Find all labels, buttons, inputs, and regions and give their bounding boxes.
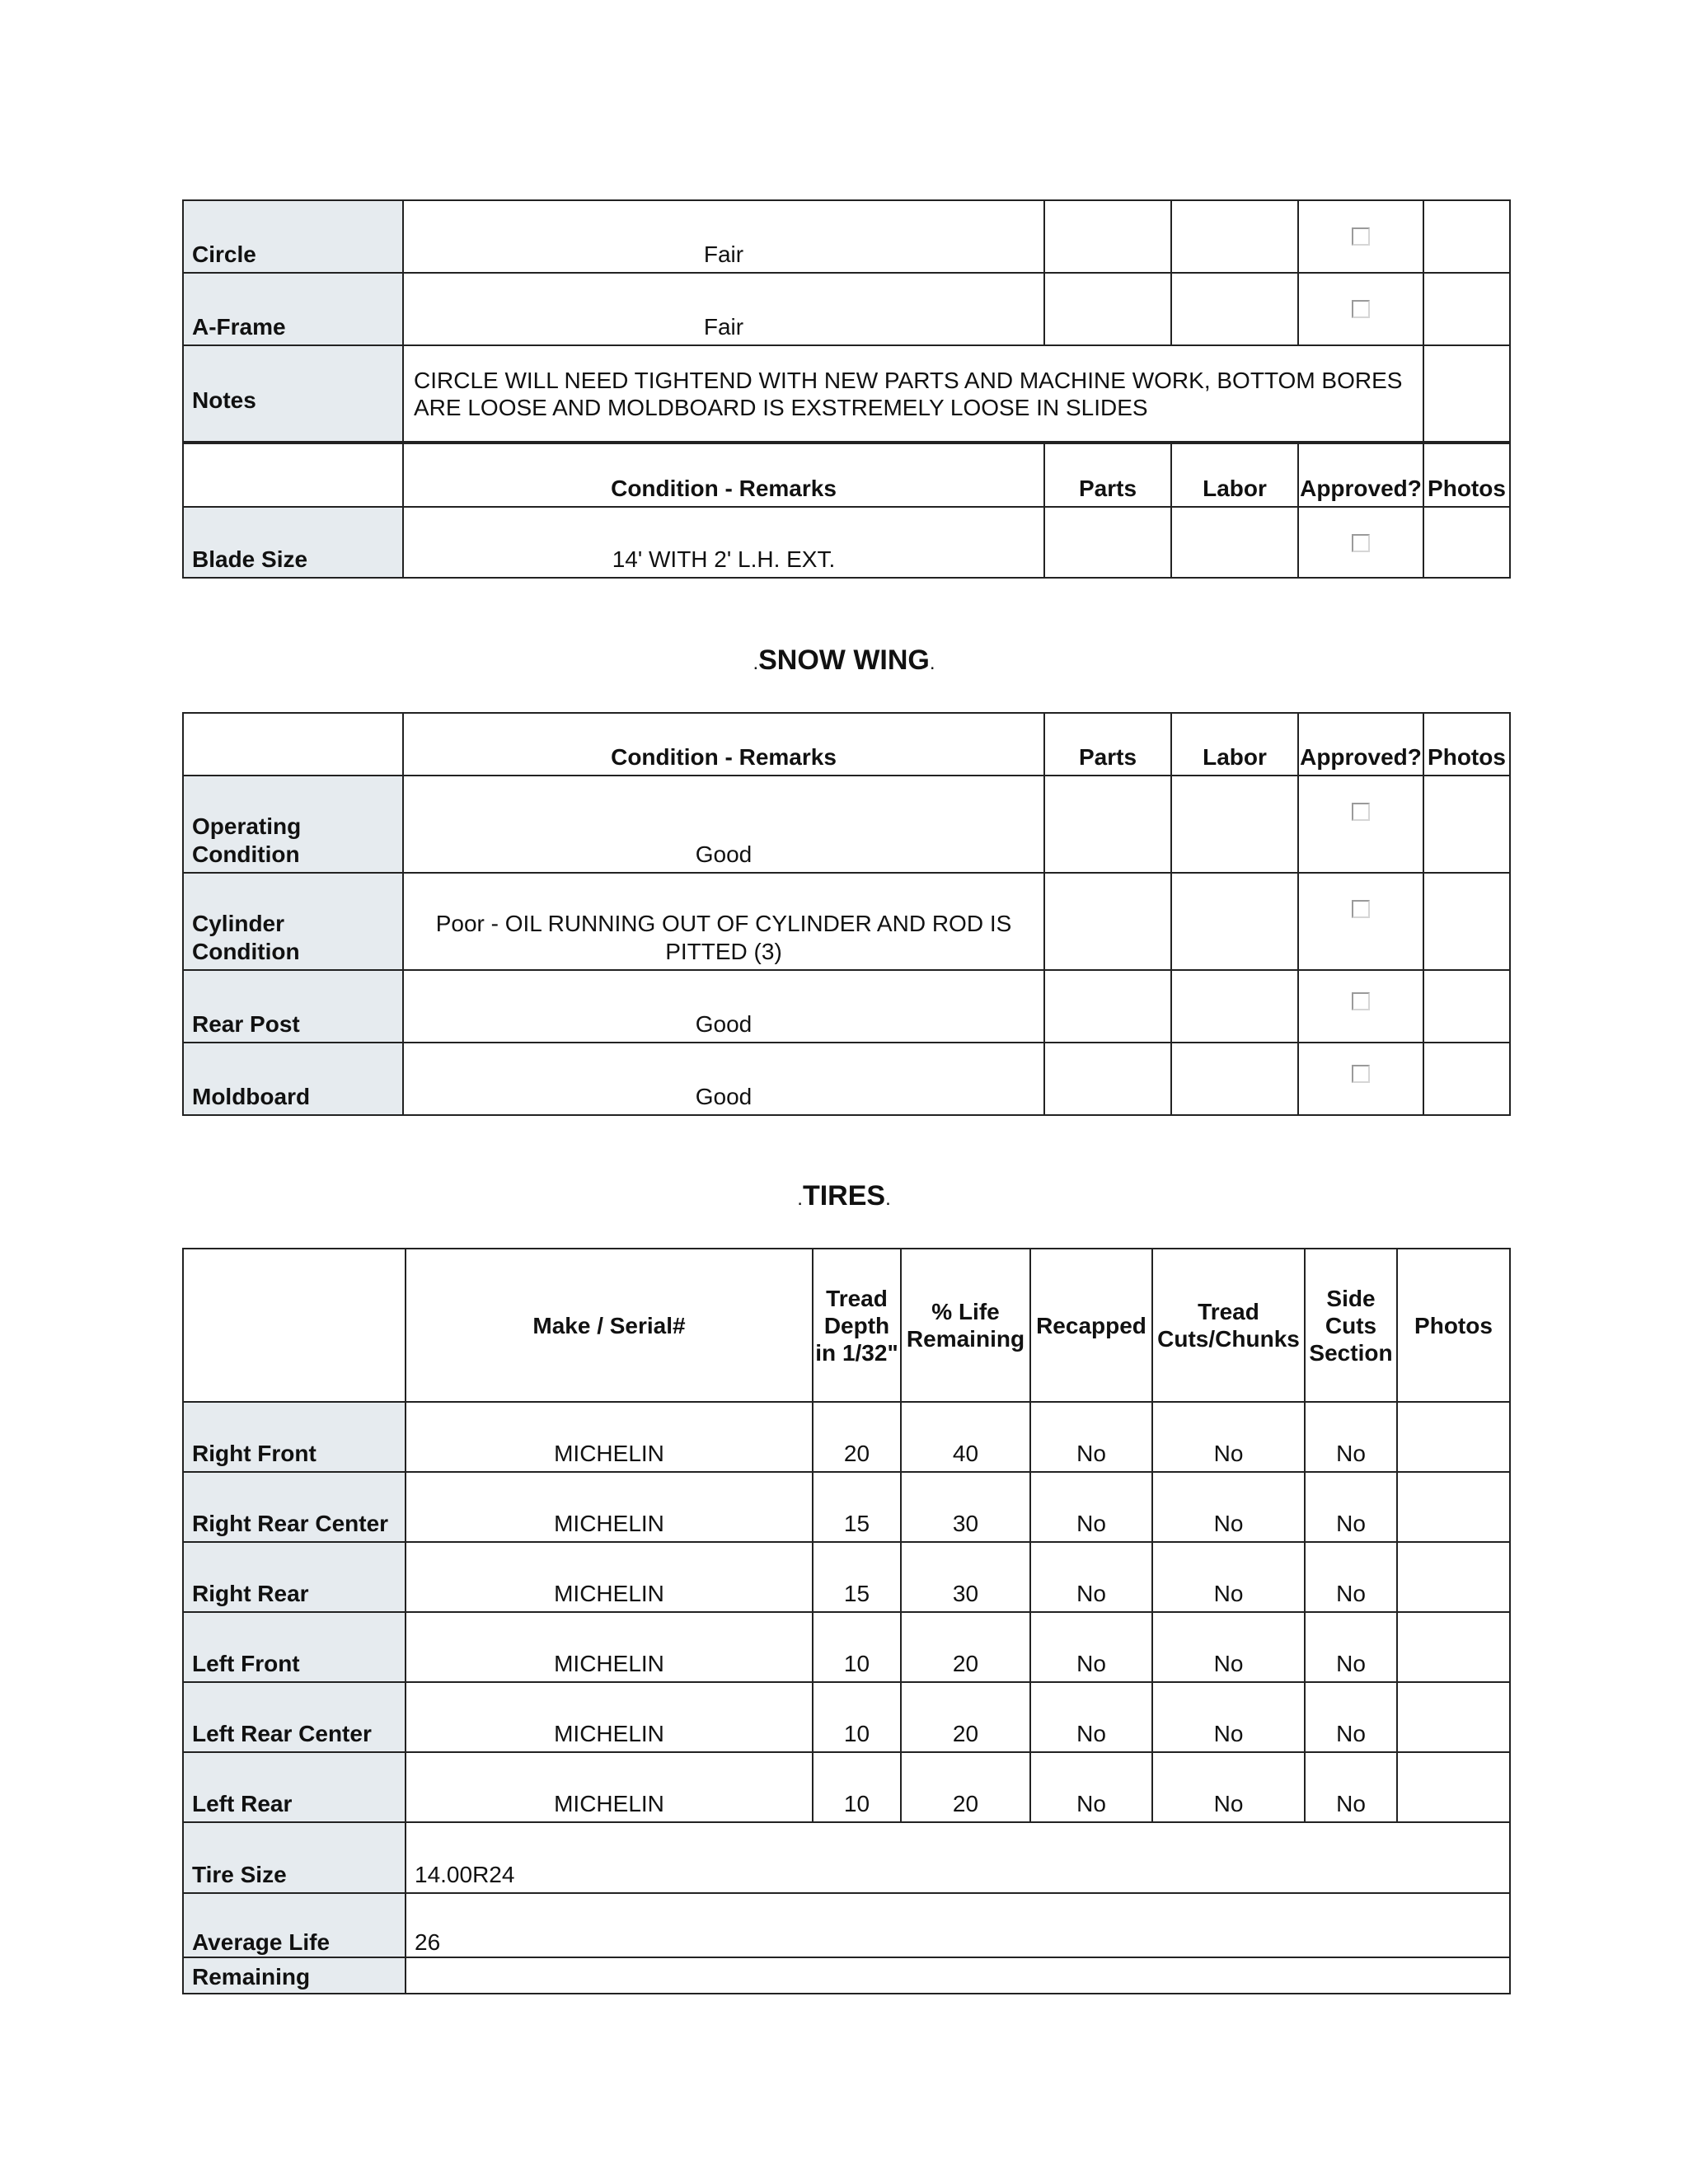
tire-tread-cuts: No [1152, 1472, 1305, 1542]
labor-cell [1171, 273, 1298, 345]
tire-recapped: No [1030, 1472, 1152, 1542]
tire-side-cuts: No [1305, 1612, 1397, 1682]
table-row [183, 200, 1510, 273]
approved-checkbox[interactable] [1352, 227, 1370, 246]
tire-tread-depth: 10 [813, 1752, 901, 1822]
condition-remarks: Fair [403, 200, 1044, 273]
average-life-label-2: Remaining [183, 1957, 406, 1994]
header-photos: Photos [1423, 443, 1510, 507]
approved-checkbox[interactable] [1352, 900, 1370, 918]
photos-cell [1423, 970, 1510, 1043]
tire-recapped: No [1030, 1752, 1152, 1822]
header-parts: Parts [1044, 713, 1171, 776]
header-row [183, 443, 1510, 507]
tire-tread-depth: 15 [813, 1542, 901, 1612]
parts-cell [1044, 200, 1171, 273]
tire-make-serial: MICHELIN [406, 1752, 813, 1822]
parts-cell [1044, 970, 1171, 1043]
tire-tread-depth: 20 [813, 1402, 901, 1472]
header-side-cuts: Side Cuts Section [1305, 1249, 1397, 1402]
tire-side-cuts: No [1305, 1472, 1397, 1542]
header-recapped: Recapped [1030, 1249, 1152, 1402]
table-row [183, 1402, 1510, 1472]
table-row [183, 507, 1510, 578]
table-row [183, 1612, 1510, 1682]
labor-cell [1171, 1043, 1298, 1115]
tire-position: Right Rear [183, 1542, 406, 1612]
tire-tread-depth: 10 [813, 1612, 901, 1682]
average-life-row [183, 1893, 1510, 1957]
photos-cell [1423, 1043, 1510, 1115]
tire-rows [183, 1402, 1510, 1822]
tire-life-remaining: 30 [901, 1542, 1030, 1612]
tire-size-label: Tire Size [183, 1822, 406, 1893]
header-approved: Approved? [1298, 713, 1423, 776]
table-row [183, 1472, 1510, 1542]
header-empty [183, 1249, 406, 1402]
header-photos: Photos [1397, 1249, 1510, 1402]
parts-cell [1044, 507, 1171, 578]
tire-side-cuts: No [1305, 1542, 1397, 1612]
labor-cell [1171, 776, 1298, 873]
tire-side-cuts: No [1305, 1752, 1397, 1822]
blade-size-label: Blade Size [183, 507, 403, 578]
snow-wing-heading: .SNOW WING. [753, 644, 935, 676]
tire-make-serial: MICHELIN [406, 1472, 813, 1542]
header-parts: Parts [1044, 443, 1171, 507]
header-empty [183, 713, 403, 776]
tire-make-serial: MICHELIN [406, 1542, 813, 1612]
tire-recapped: No [1030, 1542, 1152, 1612]
approved-cell [1298, 273, 1423, 345]
photos-cell [1423, 273, 1510, 345]
notes-text: CIRCLE WILL NEED TIGHTEND WITH NEW PARTS AND MACHINE WORK, BOTTOM BORES ARE LOOSE AND MOLDBOARD IS EXSTREMELY LOOSE IN SLIDES [403, 345, 1423, 443]
table-row [183, 1542, 1510, 1612]
notes-row [183, 345, 1510, 443]
table-row [183, 873, 1510, 970]
tire-side-cuts: No [1305, 1682, 1397, 1752]
average-life-label: Average Life [183, 1893, 406, 1957]
table-row [183, 1682, 1510, 1752]
tire-tread-cuts: No [1152, 1402, 1305, 1472]
approved-cell [1298, 776, 1423, 873]
blade-size-value: 14' WITH 2' L.H. EXT. [403, 507, 1044, 578]
approved-checkbox[interactable] [1352, 803, 1370, 821]
approved-cell [1298, 1043, 1423, 1115]
tire-photos [1397, 1682, 1510, 1752]
tire-make-serial: MICHELIN [406, 1682, 813, 1752]
approved-cell [1298, 507, 1423, 578]
tire-tread-depth: 15 [813, 1472, 901, 1542]
tire-photos [1397, 1612, 1510, 1682]
row-label: Rear Post [183, 970, 403, 1043]
snow-wing-title: SNOW WING [758, 644, 930, 676]
approved-checkbox[interactable] [1352, 1065, 1370, 1083]
header-labor: Labor [1171, 713, 1298, 776]
header-condition-remarks: Condition - Remarks [403, 443, 1044, 507]
tire-size-value: 14.00R24 [406, 1822, 1510, 1893]
condition-remarks: Poor - OIL RUNNING OUT OF CYLINDER AND ROD IS PITTED (3) [403, 873, 1044, 970]
blade-table [182, 199, 1511, 579]
tire-recapped: No [1030, 1612, 1152, 1682]
tire-position: Left Rear Center [183, 1682, 406, 1752]
approved-checkbox[interactable] [1352, 300, 1370, 318]
tire-recapped: No [1030, 1402, 1152, 1472]
header-tread-depth: Tread Depth in 1/32" [813, 1249, 901, 1402]
average-life-empty [406, 1957, 1510, 1994]
tire-make-serial: MICHELIN [406, 1612, 813, 1682]
tire-position: Right Front [183, 1402, 406, 1472]
photos-cell [1423, 345, 1510, 443]
labor-cell [1171, 200, 1298, 273]
header-condition-remarks: Condition - Remarks [403, 713, 1044, 776]
tire-position: Right Rear Center [183, 1472, 406, 1542]
approved-checkbox[interactable] [1352, 992, 1370, 1010]
labor-cell [1171, 507, 1298, 578]
header-life-remaining: % Life Remaining [901, 1249, 1030, 1402]
row-label: Cylinder Condition [183, 873, 403, 970]
condition-remarks: Fair [403, 273, 1044, 345]
tire-photos [1397, 1752, 1510, 1822]
photos-cell [1423, 776, 1510, 873]
table-row [183, 970, 1510, 1043]
notes-label: Notes [183, 345, 403, 443]
parts-cell [1044, 273, 1171, 345]
tire-tread-cuts: No [1152, 1542, 1305, 1612]
tire-tread-depth: 10 [813, 1682, 901, 1752]
average-life-value: 26 [406, 1893, 1510, 1957]
header-photos: Photos [1423, 713, 1510, 776]
row-label: A-Frame [183, 273, 403, 345]
tire-life-remaining: 30 [901, 1472, 1030, 1542]
table-row [183, 273, 1510, 345]
photos-cell [1423, 507, 1510, 578]
tire-photos [1397, 1472, 1510, 1542]
tire-recapped: No [1030, 1682, 1152, 1752]
row-label: Circle [183, 200, 403, 273]
header-tread-cuts: Tread Cuts/Chunks [1152, 1249, 1305, 1402]
parts-cell [1044, 873, 1171, 970]
tire-life-remaining: 20 [901, 1682, 1030, 1752]
tire-photos [1397, 1542, 1510, 1612]
condition-remarks: Good [403, 1043, 1044, 1115]
tires-heading: .TIRES. [797, 1180, 891, 1212]
tire-tread-cuts: No [1152, 1752, 1305, 1822]
approved-checkbox[interactable] [1352, 534, 1370, 552]
header-labor: Labor [1171, 443, 1298, 507]
average-life-row-2 [183, 1957, 1510, 1994]
header-row [183, 713, 1510, 776]
condition-remarks: Good [403, 776, 1044, 873]
labor-cell [1171, 970, 1298, 1043]
tire-side-cuts: No [1305, 1402, 1397, 1472]
tire-position: Left Front [183, 1612, 406, 1682]
table-row [183, 776, 1510, 873]
approved-cell [1298, 970, 1423, 1043]
approved-cell [1298, 200, 1423, 273]
tire-tread-cuts: No [1152, 1612, 1305, 1682]
header-empty [183, 443, 403, 507]
tire-photos [1397, 1402, 1510, 1472]
snow-wing-table [182, 712, 1511, 1116]
parts-cell [1044, 776, 1171, 873]
tire-tread-cuts: No [1152, 1682, 1305, 1752]
tire-life-remaining: 20 [901, 1612, 1030, 1682]
condition-remarks: Good [403, 970, 1044, 1043]
table-row [183, 1043, 1510, 1115]
row-label: Moldboard [183, 1043, 403, 1115]
tires-table [182, 1248, 1511, 1994]
photos-cell [1423, 200, 1510, 273]
tire-make-serial: MICHELIN [406, 1402, 813, 1472]
table-row [183, 1752, 1510, 1822]
header-row [183, 1249, 1510, 1402]
row-label: Operating Condition [183, 776, 403, 873]
tire-life-remaining: 40 [901, 1402, 1030, 1472]
photos-cell [1423, 873, 1510, 970]
header-approved: Approved? [1298, 443, 1423, 507]
header-make-serial: Make / Serial# [406, 1249, 813, 1402]
tires-title: TIRES [802, 1180, 886, 1212]
tire-life-remaining: 20 [901, 1752, 1030, 1822]
approved-cell [1298, 873, 1423, 970]
tire-size-row [183, 1822, 1510, 1893]
parts-cell [1044, 1043, 1171, 1115]
tire-position: Left Rear [183, 1752, 406, 1822]
labor-cell [1171, 873, 1298, 970]
